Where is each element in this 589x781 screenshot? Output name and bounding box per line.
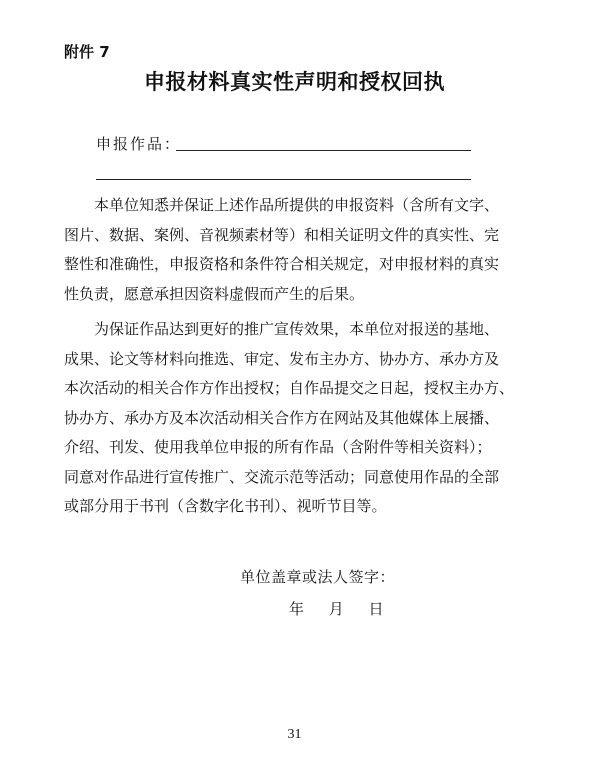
paragraph-line: 介绍、刊发、使用我单位申报的所有作品（含附件等相关资料）； (64, 438, 492, 456)
paragraph-line: 性负责，愿意承担因资料虚假而产生的后果。 (64, 284, 365, 303)
paragraph-line: 整性和准确性，申报资格和条件符合相关规定，对申报材料的真实 (64, 255, 500, 273)
paragraph-line: 同意对作品进行宣传推广、交流示范等活动；同意使用作品的全部 (64, 467, 500, 486)
work-field-label: 申报作品： (96, 135, 182, 153)
paragraph-line: 成果、论文等材料向推选、审定、发布主办方、协办方、承办方及 (64, 349, 500, 368)
paragraph-line: 本次活动的相关合作方作出授权；自作品提交之日起，授权主办方、 (64, 379, 515, 397)
document-title: 申报材料真实性声明和授权回执 (144, 70, 445, 94)
paragraph-line: 协办方、承办方及本次活动相关合作方在网站及其他媒体上展播、 (64, 408, 500, 427)
authorization-paragraph (64, 315, 526, 522)
attachment-label: 附件 7 (64, 43, 110, 61)
page-number: 31 (287, 727, 302, 742)
paragraph-line: 本单位知悉并保证上述作品所提供的申报资料（含所有文字、 (64, 196, 500, 214)
work-field-line-2 (96, 179, 471, 180)
paragraph-line: 为保证作品达到更好的推广宣传效果，本单位对报送的基地、 (64, 320, 500, 338)
work-field-line (176, 150, 471, 151)
paragraph-line: 或部分用于书刊（含数字化书刊）、视听节目等。 (64, 497, 387, 515)
signature-label: 单位盖章或法人签字： (240, 568, 396, 586)
declaration-paragraph (64, 191, 526, 309)
paragraph-line: 图片、数据、案例、音视频素材等）和相关证明文件的真实性、完 (64, 225, 500, 244)
date-line: 年 月 日 (289, 600, 384, 618)
